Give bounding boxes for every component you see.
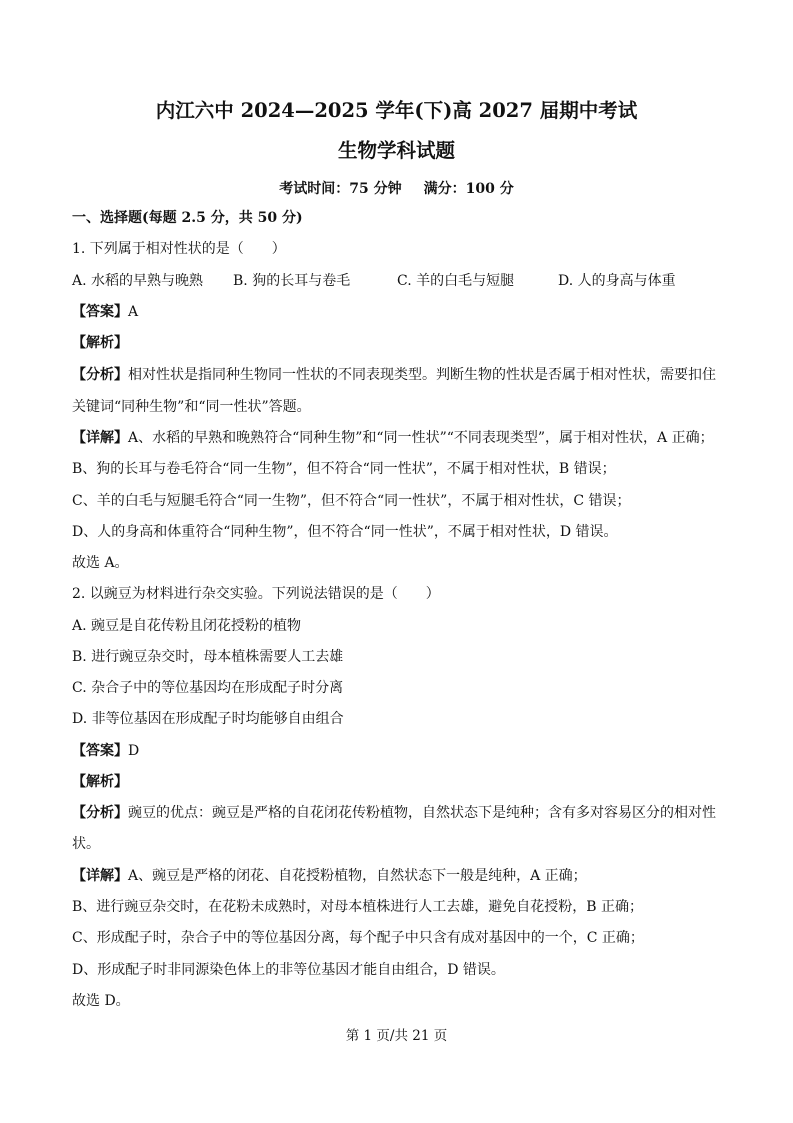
- exam-subtitle: 生物学科试题: [337, 139, 455, 162]
- question-1-analysis-tag: 【解析】: [72, 335, 128, 351]
- exam-score: 满分：100 分: [423, 181, 514, 197]
- page-footer: 第 1 页/共 21 页: [345, 1028, 448, 1044]
- question-1-xiangjie-line-1: 【详解】A、水稻的早熟和晚熟符合“同种生物”和“同一性状”“不同表现类型”，属于相对性状，A 正确；: [72, 430, 714, 446]
- xiangjie-tag: 【详解】: [72, 430, 128, 446]
- question-1-conclusion: 故选 A。: [72, 555, 129, 571]
- question-2-fenxi-line-1: 【分析】豌豆的优点：豌豆是严格的自花闭花传粉植物，自然状态下是纯种；含有多对容易区分的相对性: [72, 805, 716, 821]
- exam-time: 考试时间：75 分钟: [279, 181, 402, 197]
- fenxi-tag: 【分析】: [72, 805, 128, 821]
- question-1-fenxi-line-2: 关键词“同种生物”和“同一性状”答题。: [72, 399, 311, 415]
- question-1-options: [72, 271, 712, 291]
- question-2-xiangjie-line-2: B、进行豌豆杂交时，在花粉未成熟时，对母本植株进行人工去雄，避免自花授粉，B 正确；: [72, 899, 644, 915]
- answer-value: D: [128, 743, 140, 759]
- question-2-option-b: B. 进行豌豆杂交时，母本植株需要人工去雄: [72, 649, 344, 665]
- question-1-xiangjie-line-2: B、狗的长耳与卷毛符合“同一生物”，但不符合“同一性状”，不属于相对性状，B 错误；: [72, 461, 616, 477]
- question-1-option-c: C. 羊的白毛与短腿: [397, 273, 515, 289]
- answer-tag: 【答案】: [72, 304, 128, 320]
- question-2-xiangjie-line-4: D、形成配子时非同源染色体上的非等位基因才能自由组合，D 错误。: [72, 962, 505, 978]
- question-1-xiangjie-line-3: C、羊的白毛与短腿毛符合“同一生物”，但不符合“同一性状”，不属于相对性状，C 错误；: [72, 493, 631, 509]
- question-1-option-b: B. 狗的长耳与卷毛: [233, 273, 351, 289]
- question-2-xiangjie-line-1: 【详解】A、豌豆是严格的闭花、自花授粉植物，自然状态下一般是纯种，A 正确；: [72, 868, 587, 884]
- question-2-answer: [72, 741, 139, 761]
- question-2-option-d: D. 非等位基因在形成配子时均能够自由组合: [72, 711, 344, 727]
- question-2-conclusion: 故选 D。: [72, 993, 130, 1009]
- question-2-option-a: A. 豌豆是自花传粉且闭花授粉的植物: [72, 618, 302, 634]
- question-1-stem: 1. 下列属于相对性状的是（ ）: [72, 241, 286, 257]
- question-1-option-d: D. 人的身高与体重: [558, 273, 676, 289]
- question-2-stem: 2. 以豌豆为材料进行杂交实验。下列说法错误的是（ ）: [72, 586, 440, 602]
- exam-title: 内江六中 2024—2025 学年(下)高 2027 届期中考试: [155, 99, 638, 122]
- answer-value: A: [128, 304, 139, 320]
- question-1-xiangjie-line-4: D、人的身高和体重符合“同种生物”，但不符合“同一性状”，不属于相对性状，D 错误。: [72, 524, 618, 540]
- question-1-fenxi-line-1: 【分析】相对性状是指同种生物同一性状的不同表现类型。判断生物的性状是否属于相对性状，需要扣住: [72, 367, 716, 383]
- answer-tag: 【答案】: [72, 743, 128, 759]
- question-2-analysis-tag: 【解析】: [72, 774, 128, 790]
- question-2-xiangjie-line-3: C、形成配子时，杂合子中的等位基因分离，每个配子中只含有成对基因中的一个，C 正确；: [72, 930, 644, 946]
- question-2-option-c: C. 杂合子中的等位基因均在形成配子时分离: [72, 680, 344, 696]
- question-1-option-a: A. 水稻的早熟与晚熟: [72, 273, 204, 289]
- question-2-fenxi-line-2: 状。: [72, 836, 100, 852]
- exam-info: [0, 178, 793, 198]
- fenxi-tag: 【分析】: [72, 367, 128, 383]
- question-1-answer: [72, 302, 138, 322]
- section-heading: 一、选择题(每题 2.5 分，共 50 分): [72, 210, 303, 226]
- xiangjie-tag: 【详解】: [72, 868, 128, 884]
